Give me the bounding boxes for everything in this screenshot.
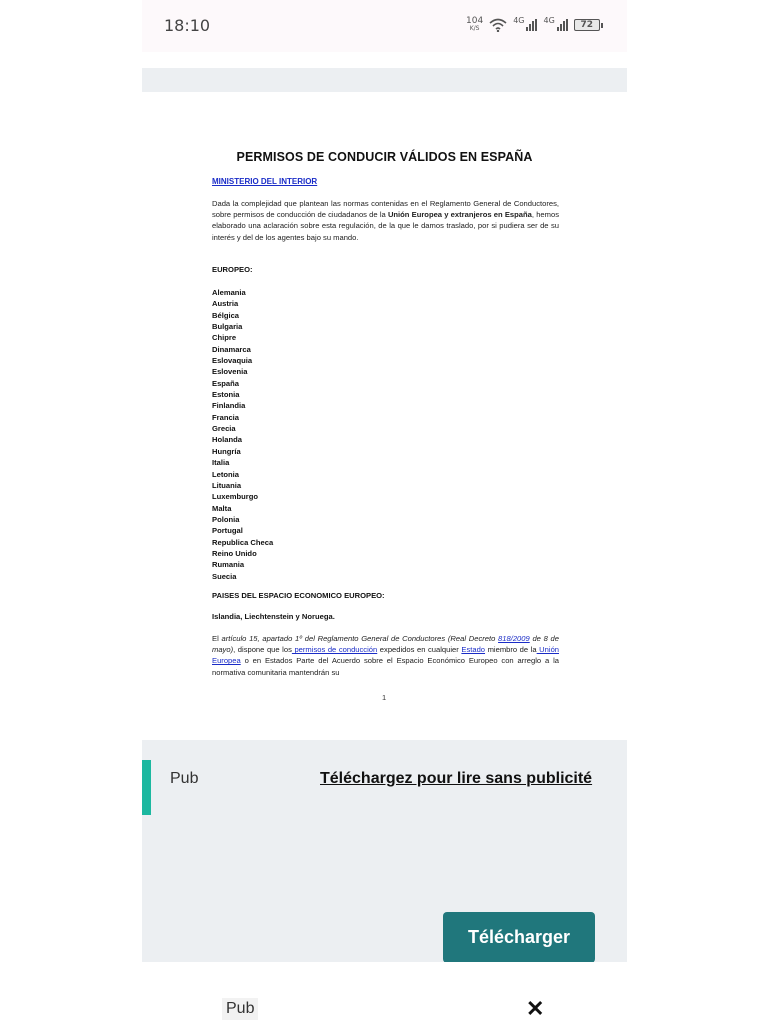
- country-item: Alemania: [212, 288, 246, 297]
- para-text-3: expedidos en cualquier: [377, 645, 462, 655]
- bottom-ad-banner: [142, 962, 627, 1024]
- union-europea-link[interactable]: Unión Europea: [212, 645, 560, 666]
- country-list: [212, 287, 273, 582]
- intro-text-1: Dada la complejidad que plantean las normas contenidas en el Reglamento General de Conductores, sobre permisos de conducción de ciudadanos de la: [212, 199, 559, 220]
- para-italic-2: de 8 de mayo): [212, 634, 559, 655]
- signal-icon: [526, 19, 537, 31]
- battery-icon: [574, 19, 603, 31]
- para-italic: artículo 15, apartado 1º del Reglamento General de Conductores (Real Decreto: [221, 634, 499, 643]
- para-text-2: , dispone que los: [233, 645, 292, 655]
- network-speed-value: 104: [466, 16, 484, 26]
- page-number: 1: [382, 693, 387, 702]
- permisos-link[interactable]: permisos de conducción: [291, 645, 378, 655]
- para-text: El: [212, 634, 222, 643]
- para-text-5: o en Estados Parte del Acuerdo sobre el Espacio Económico Europeo con arreglo a la normativa comunitaria mantendrán su: [212, 656, 559, 677]
- network-speed-unit: K/S: [469, 25, 480, 32]
- download-button[interactable]: Télécharger: [443, 912, 595, 963]
- ad-accent-bar: [142, 760, 151, 815]
- network-type-1: 4G: [513, 15, 525, 25]
- intro-bold: Unión Europea y extranjeros en España: [387, 210, 532, 220]
- ad-pub-label: Pub: [170, 770, 199, 787]
- country-item: Chipre: [212, 333, 237, 343]
- decree-link[interactable]: 818/2009: [498, 634, 530, 643]
- status-time: 18:10: [164, 16, 211, 35]
- country-item: Rumania: [212, 560, 245, 570]
- country-item: Portugal: [212, 526, 243, 536]
- bottom-pub-label: Pub: [222, 998, 258, 1020]
- battery-level: 72: [574, 19, 600, 31]
- country-item: Lituania: [212, 480, 242, 490]
- section-heading-eee: PAISES DEL ESPACIO ECONOMICO EUROPEO:: [212, 591, 385, 600]
- article-paragraph: [212, 633, 559, 678]
- network-type-2: 4G: [543, 15, 555, 25]
- para-text-4: miembro de la: [485, 645, 537, 655]
- country-item: Grecia: [212, 424, 236, 434]
- wifi-icon: [489, 18, 507, 32]
- close-icon[interactable]: ✕: [526, 996, 545, 1021]
- country-item: Republica Checa: [212, 537, 274, 547]
- country-item: España: [212, 378, 240, 388]
- section-heading-europeo: EUROPEO:: [212, 265, 253, 274]
- country-item: Polonia: [212, 514, 240, 524]
- country-item: Reino Unido: [212, 548, 257, 558]
- country-item: Bélgica: [212, 310, 240, 320]
- country-item: Estonia: [212, 390, 240, 400]
- country-item: Malta: [212, 503, 232, 513]
- download-no-ads-link[interactable]: Téléchargez pour lire sans publicité: [320, 770, 593, 787]
- country-item: Italia: [212, 458, 230, 468]
- country-item: Letonia: [212, 469, 240, 479]
- country-item: Finlandia: [212, 401, 246, 411]
- network-speed: [466, 17, 483, 33]
- country-item: Luxemburgo: [212, 492, 258, 502]
- signal-icon-2: [557, 19, 568, 31]
- country-item: Austria: [212, 299, 239, 309]
- document-subtitle-link[interactable]: MINISTERIO DEL INTERIOR: [212, 177, 318, 186]
- status-icons: [466, 15, 603, 35]
- country-item: Francia: [212, 412, 240, 422]
- country-item: Eslovenia: [212, 367, 248, 377]
- document-title: PERMISOS DE CONDUCIR VÁLIDOS EN ESPAÑA: [236, 150, 533, 164]
- country-item: Hungría: [212, 446, 241, 456]
- eee-countries: Islandia, Liechtenstein y Noruega.: [212, 612, 335, 621]
- country-item: Eslovaquia: [212, 356, 253, 366]
- country-item: Suecia: [212, 571, 237, 581]
- intro-paragraph: [212, 198, 559, 243]
- country-item: Holanda: [212, 435, 242, 445]
- country-item: Dinamarca: [212, 344, 251, 354]
- country-item: Bulgaria: [212, 322, 243, 332]
- estado-link[interactable]: Estado: [461, 645, 486, 655]
- intro-text-2: , hemos elaborado una aclaración sobre esta regulación, de la que le damos traslado, por si pudiera ser de su interés y del de los agentes bajo su mando.: [212, 210, 559, 242]
